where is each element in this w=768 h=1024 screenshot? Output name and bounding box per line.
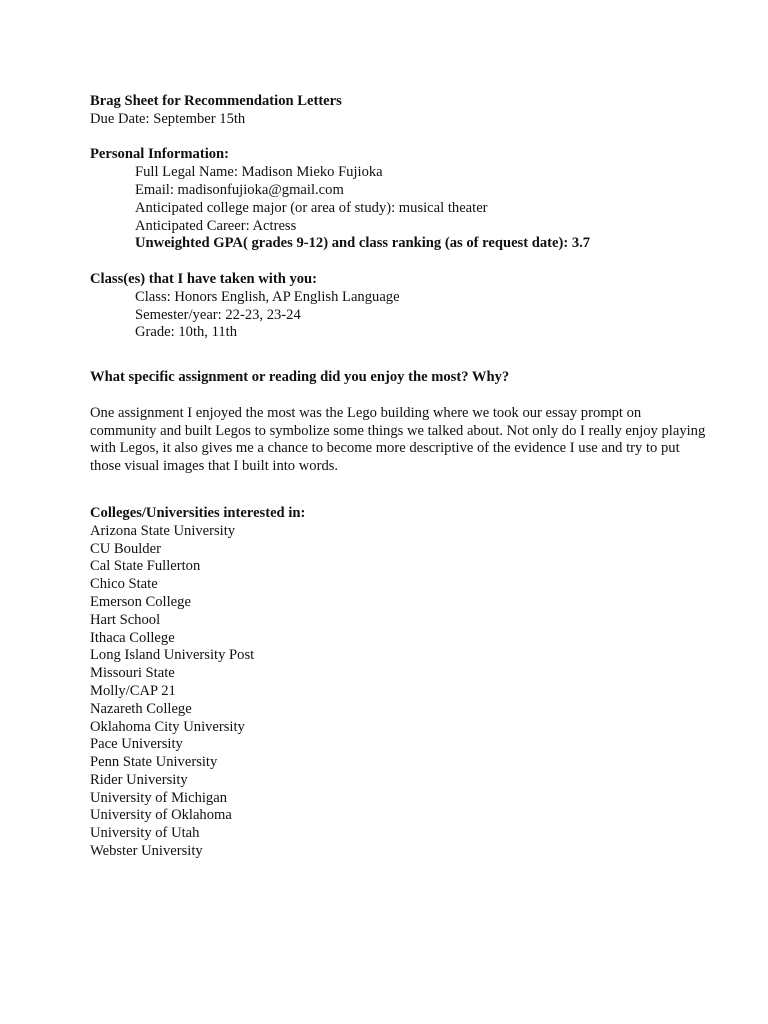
list-item: Molly/CAP 21 — [90, 682, 176, 699]
full-name: Full Legal Name: Madison Mieko Fujioka — [135, 164, 383, 181]
email: Email: madisonfujioka@gmail.com — [135, 181, 344, 198]
grade-levels: Grade: 10th, 11th — [135, 324, 237, 341]
colleges-heading: Colleges/Universities interested in: — [90, 504, 306, 521]
list-item: Long Island University Post — [90, 647, 255, 664]
list-item: Nazareth College — [90, 700, 192, 717]
list-item: Cal State Fullerton — [90, 558, 201, 575]
due-date: Due Date: September 15th — [90, 110, 246, 127]
gpa: Unweighted GPA( grades 9-12) and class ranking (as of request date): 3.7 — [135, 235, 591, 252]
spacer — [90, 476, 710, 505]
document-title: Brag Sheet for Recommendation Letters — [90, 93, 342, 109]
spacer — [90, 129, 710, 147]
list-item: Webster University — [90, 843, 203, 860]
list-item: Pace University — [90, 736, 183, 753]
list-item: Rider University — [90, 771, 188, 788]
list-item: Penn State University — [90, 754, 218, 771]
list-item: Missouri State — [90, 665, 175, 682]
spacer — [90, 342, 710, 369]
document-page — [90, 93, 710, 861]
classes-heading: Class(es) that I have taken with you: — [90, 270, 318, 287]
list-item: University of Utah — [90, 825, 200, 842]
spacer — [90, 387, 710, 405]
list-item: Ithaca College — [90, 629, 175, 646]
assignment-answer: One assignment I enjoyed the most was the Lego building where we took our essay prompt on community and built Legos to symbolize some things we talked about. Not only do I really enjoy playing with Legos, it also gives me a chance to become more descriptive of the evidence I use and try to put those visual images that I built into words. — [90, 404, 706, 475]
list-item: CU Boulder — [90, 540, 161, 557]
spacer — [90, 253, 710, 271]
personal-info-heading: Personal Information: — [90, 146, 230, 163]
list-item: Chico State — [90, 576, 158, 593]
list-item: University of Michigan — [90, 789, 227, 806]
list-item: Emerson College — [90, 593, 191, 610]
list-item: Arizona State University — [90, 522, 236, 539]
anticipated-career: Anticipated Career: Actress — [135, 217, 297, 234]
list-item: Oklahoma City University — [90, 718, 245, 735]
list-item: University of Oklahoma — [90, 807, 232, 824]
anticipated-major: Anticipated college major (or area of study): musical theater — [135, 199, 488, 216]
assignment-question: What specific assignment or reading did you enjoy the most? Why? — [90, 369, 510, 386]
class-names: Class: Honors English, AP English Language — [135, 288, 400, 305]
list-item: Hart School — [90, 611, 161, 628]
colleges-list — [90, 523, 710, 861]
semester-year: Semester/year: 22-23, 23-24 — [135, 306, 301, 323]
